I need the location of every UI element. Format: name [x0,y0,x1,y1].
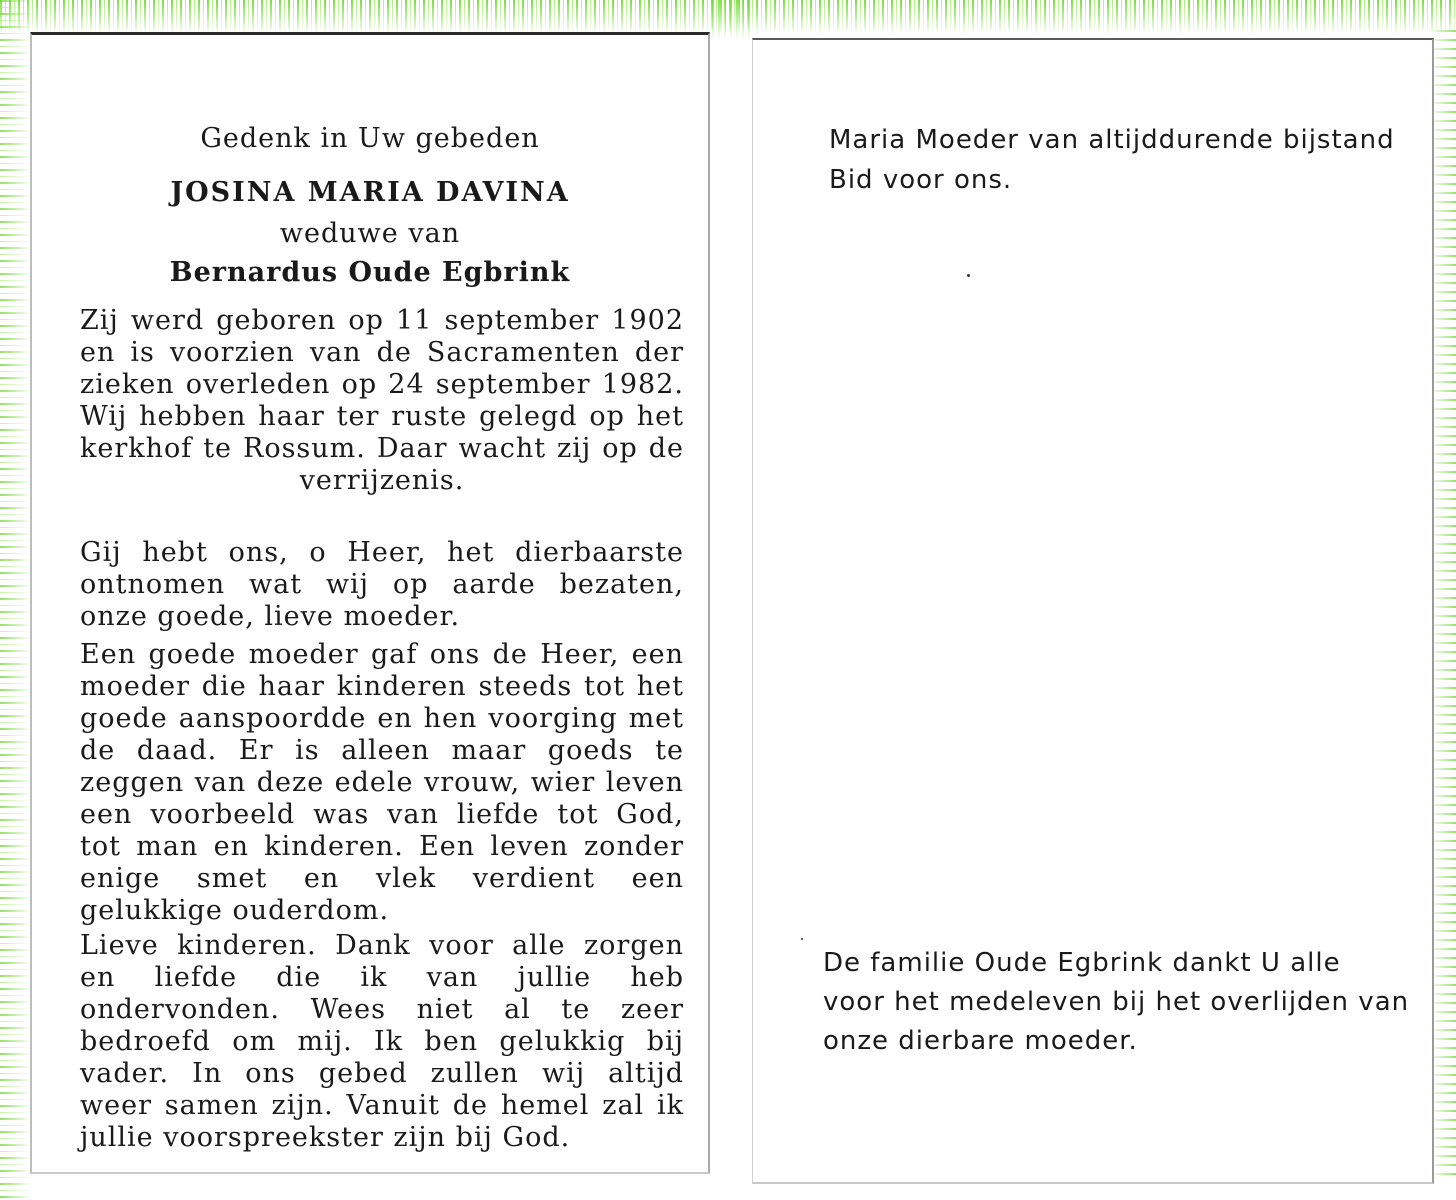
prayer-line-1: Maria Moeder van altijddurende bijstand [829,125,1395,155]
farewell-paragraph: Lieve kinderen. Dank voor alle zorgen en liefde die ik van jullie heb ondervonden. Wees niet al te zeer bedroefd om mij. Ik ben gelukkig bij vader. In ons gebed zullen wij altijd weer samen zijn. Vanuit de hemel zal ik jullie voorspreekster zijn bij God. [80,930,684,1153]
memorial-card-right-page [752,38,1434,1184]
scan-edge-gap [712,0,752,40]
prayer-line-2: Bid voor ons. [829,165,1013,195]
acknowledgement-block [823,944,1417,1061]
widow-of-label: weduwe van [279,218,461,249]
thanks-line-2: voor het medeleven bij het overlijden van [823,987,1410,1017]
prayer-block [829,120,1423,200]
speck-mark [801,938,803,940]
tribute-paragraph-1: Gij hebt ons, o Heer, het dierbaarste ontnomen wat wij op aarde bezaten, onze goede, lieve moeder. [80,537,684,632]
tribute-paragraph-2: Een goede moeder gaf ons de Heer, een moeder die haar kinderen steeds tot het goede aanspoordde en hen voorging met de daad. Er is alleen maar goeds te zeggen van deze edele vrouw, wier leven een voorbeeld was van liefde tot God, tot man en kinderen. Een leven zonder enige smet en vlek verdient een gelukkige ouderdom. [80,639,684,926]
memorial-card-left-page [30,32,710,1174]
card-heading: Gedenk in Uw gebeden [200,123,540,154]
biography-paragraph: Zij werd geboren op 11 september 1902 en is voorzien van de Sacramenten der zieken overleden op 24 september 1982. Wij hebben haar ter ruste gelegd op het kerkhof te Rossum. Daar wacht zij op de verrijzenis. [80,305,684,496]
speck-mark [967,274,970,277]
deceased-name: JOSINA MARIA DAVINA [170,177,570,208]
thanks-line-3: onze dierbare moeder. [823,1026,1138,1056]
husband-name: Bernardus Oude Egbrink [169,257,571,288]
scan-edge-left [0,0,30,1200]
thanks-line-1: De familie Oude Egbrink dankt U alle [823,948,1341,978]
